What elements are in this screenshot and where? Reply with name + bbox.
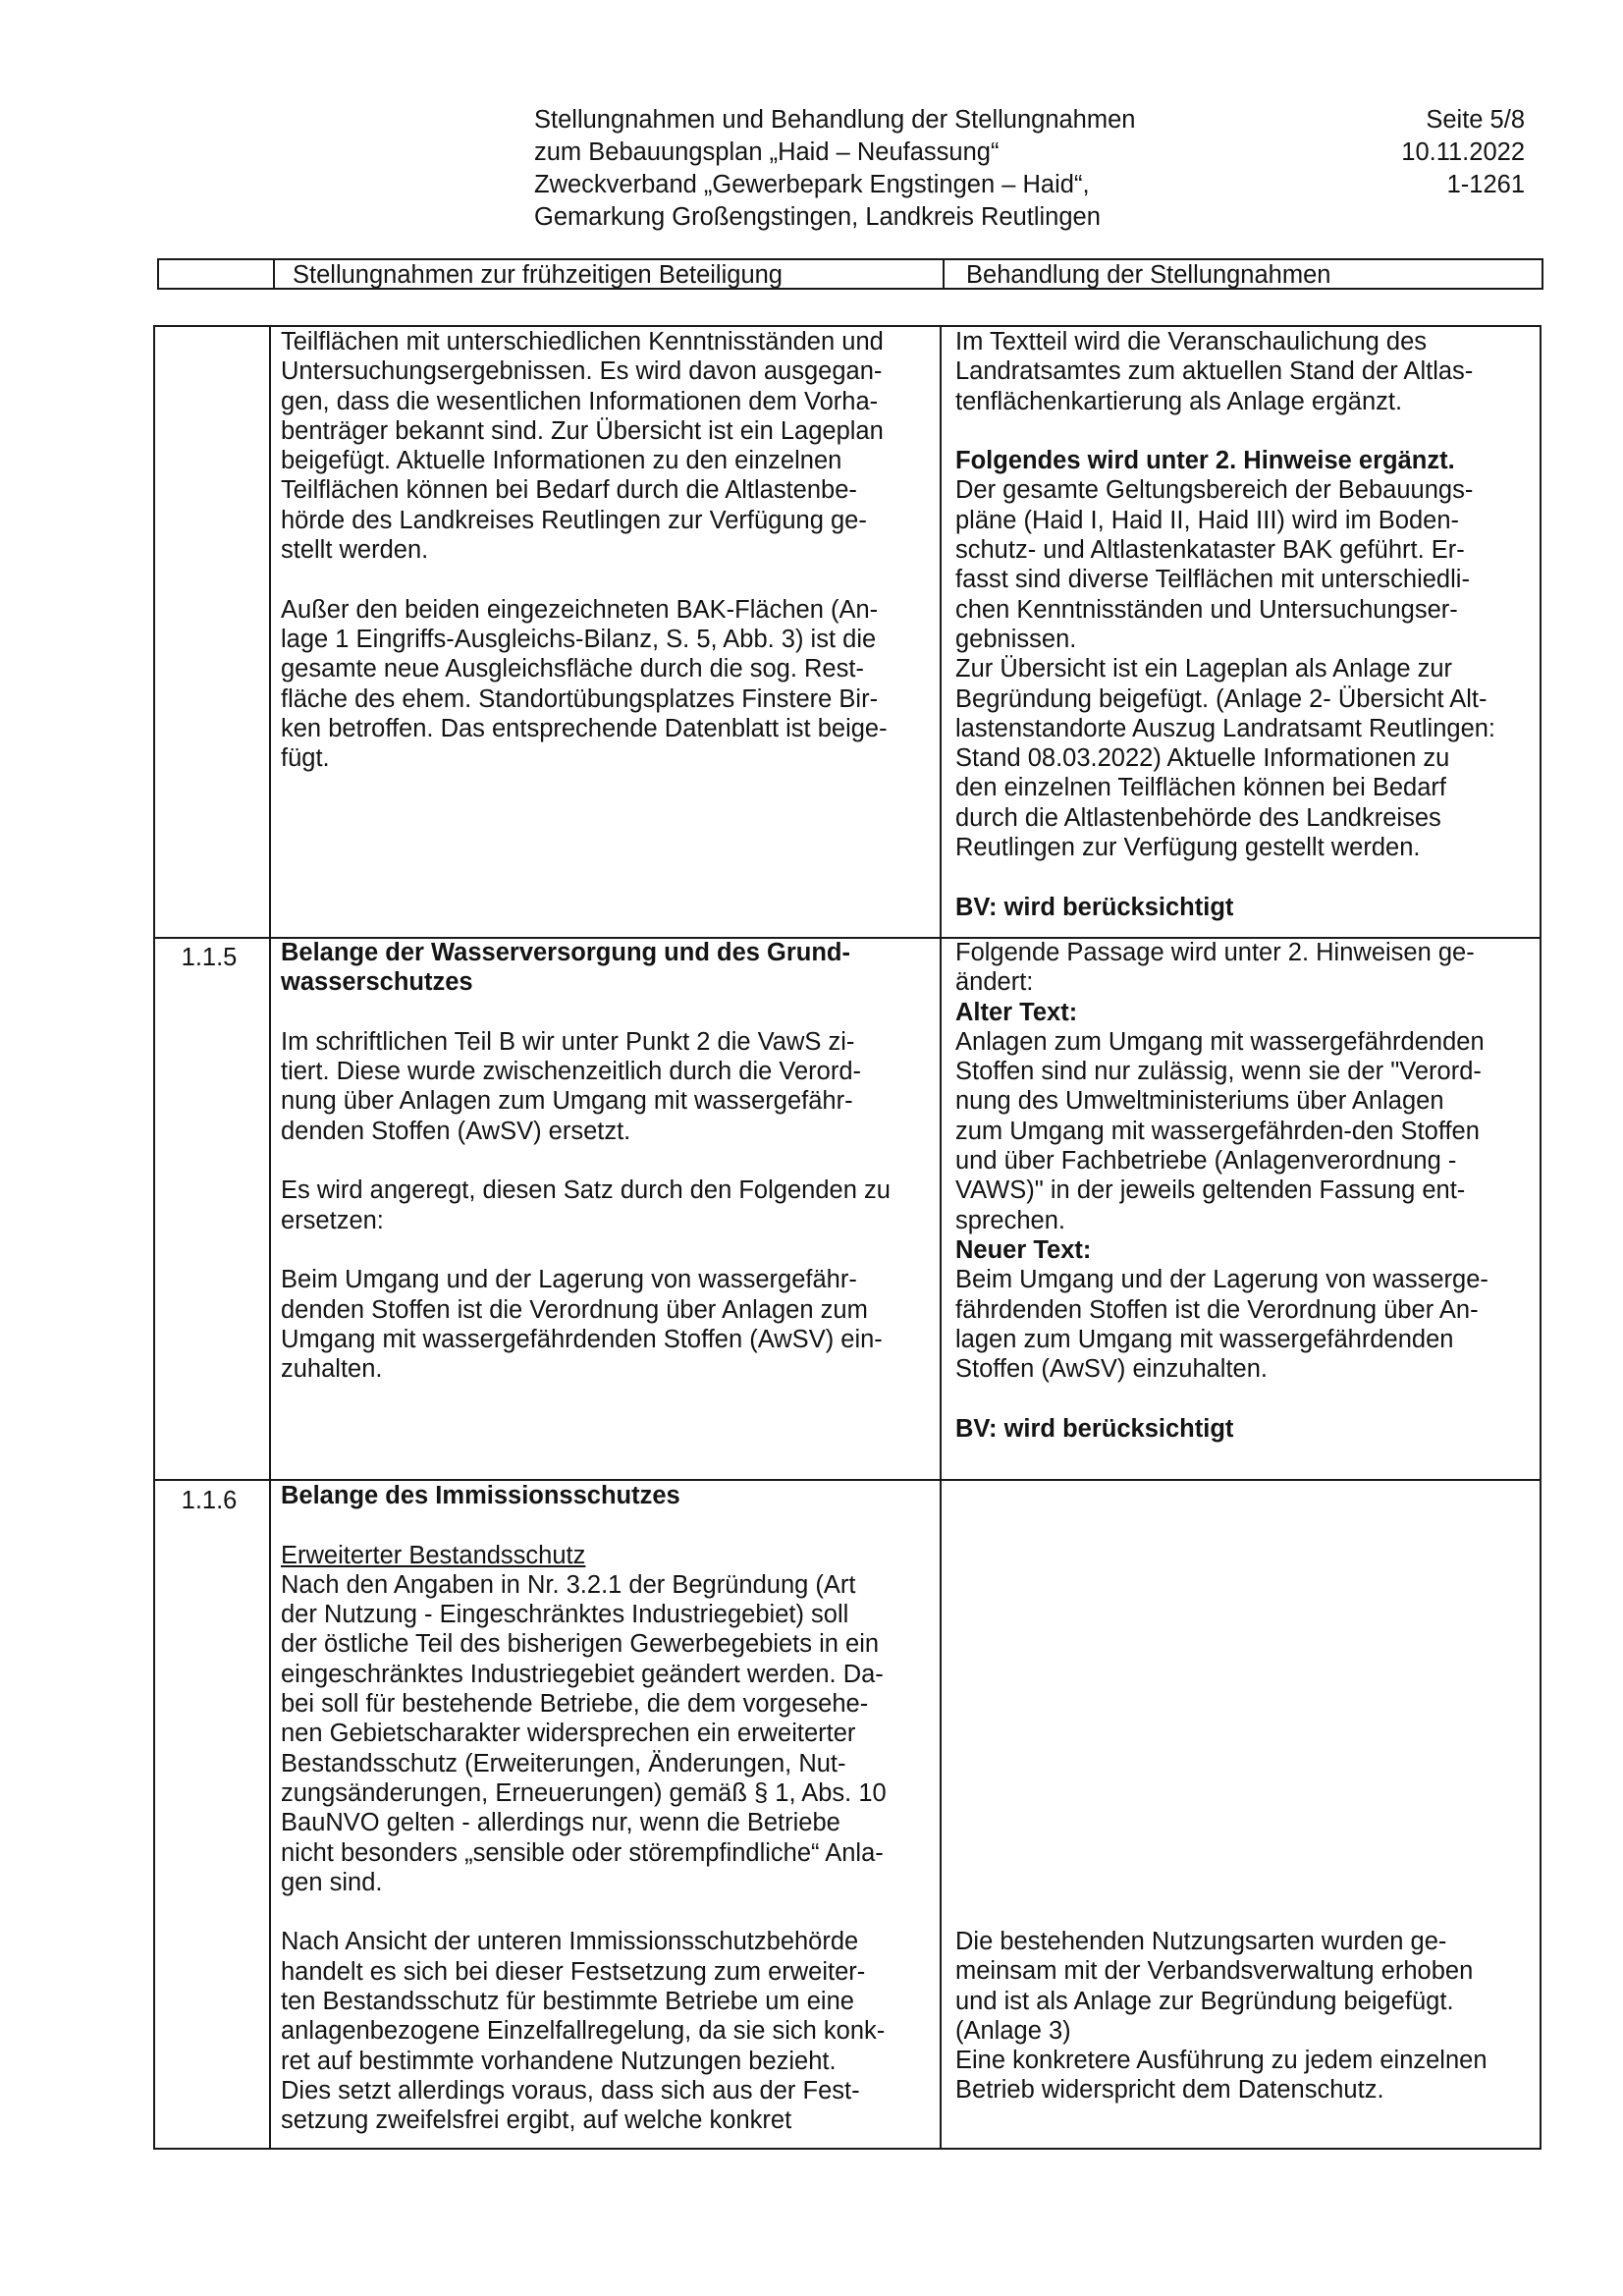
text-line: Bestandsschutz (Erweiterungen, Änderungen, Nut- bbox=[281, 1749, 846, 1777]
text-line: Landratsamtes zum aktuellen Stand der Altlas- bbox=[955, 357, 1474, 386]
text-line: Die bestehenden Nutzungsarten wurden ge- bbox=[955, 1928, 1447, 1955]
text-line: Dies setzt allerdings voraus, dass sich aus der Fest- bbox=[281, 2076, 860, 2105]
blank-line bbox=[955, 1384, 1535, 1413]
text-line: Stoffen sind nur zulässig, wenn sie der "Verord- bbox=[955, 1058, 1482, 1086]
column-divider bbox=[269, 327, 271, 2148]
underlined-heading: Erweiterter Bestandsschutz bbox=[281, 1541, 586, 1569]
blank-line bbox=[955, 862, 1535, 892]
text-line: setzung zweifelsfrei ergibt, auf welche konkret bbox=[281, 2106, 792, 2135]
text-line: Nach Ansicht der unteren Immissionsschutzbehörde bbox=[281, 1928, 859, 1956]
text-line: handelt es sich bei dieser Festsetzung zum erweiter- bbox=[281, 1957, 866, 1986]
row-number: 1.1.6 bbox=[181, 1487, 238, 1514]
text-line: ersetzen: bbox=[281, 1206, 384, 1234]
text-line: fährdenden Stoffen ist die Verordnung über An- bbox=[955, 1295, 1479, 1324]
bold-text-line: BV: wird berücksichtigt bbox=[955, 893, 1234, 921]
row-116-behandlung bbox=[955, 1927, 1535, 2105]
bold-text-line: Neuer Text: bbox=[955, 1235, 1092, 1264]
text-line: Zur Übersicht ist ein Lageplan als Anlage zur bbox=[955, 655, 1453, 683]
document-meta bbox=[1276, 104, 1525, 201]
row-116-stellungnahme bbox=[281, 1481, 933, 2136]
row-1-stellungnahme bbox=[281, 327, 933, 773]
text-line: eingeschränktes Industriegebiet geändert werden. Da- bbox=[281, 1660, 884, 1688]
text-line: fügt. bbox=[281, 744, 330, 773]
title-line: Gemarkung Großengstingen, Landkreis Reutlingen bbox=[534, 203, 1101, 231]
text-line: Stand 08.03.2022) Aktuelle Informationen zu bbox=[955, 744, 1450, 773]
text-line: Umgang mit wassergefährdenden Stoffen (AwSV) ein- bbox=[281, 1325, 883, 1353]
text-line: zum Umgang mit wassergefährden-den Stoffen bbox=[955, 1117, 1480, 1145]
text-line: und über Fachbetriebe (Anlagenverordnung - bbox=[955, 1147, 1457, 1175]
text-line: chen Kenntnisständen und Untersuchungser- bbox=[955, 595, 1458, 624]
bold-text-line: Folgendes wird unter 2. Hinweise ergänzt. bbox=[955, 447, 1455, 475]
text-line: meinsam mit der Verbandsverwaltung erhoben bbox=[955, 1957, 1474, 1986]
text-line: lagen zum Umgang mit wassergefährdenden bbox=[955, 1325, 1454, 1353]
text-line: Teilflächen können bei Bedarf durch die Altlastenbe- bbox=[281, 476, 857, 505]
text-line: Eine konkretere Ausführung zu jedem einzelnen bbox=[955, 2047, 1488, 2075]
text-line: Reutlingen zur Verfügung gestellt werden. bbox=[955, 834, 1421, 862]
text-line: gesamte neue Ausgleichsfläche durch die sog. Rest- bbox=[281, 655, 864, 683]
text-line: Außer den beiden eingezeichneten BAK-Flächen (An- bbox=[281, 595, 879, 624]
text-line: hörde des Landkreises Reutlingen zur Verfügung ge- bbox=[281, 506, 867, 534]
text-line: VAWS)" in der jeweils geltenden Fassung ent- bbox=[955, 1176, 1466, 1205]
text-line: durch die Altlastenbehörde des Landkreises bbox=[955, 803, 1441, 832]
text-line: denden Stoffen (AwSV) ersetzt. bbox=[281, 1117, 631, 1145]
text-line: ret auf bestimmte vorhandene Nutzungen bezieht. bbox=[281, 2047, 837, 2075]
text-line: lastenstandorte Auszug Landratsamt Reutlingen: bbox=[955, 714, 1496, 742]
blank-line bbox=[281, 565, 933, 594]
text-line: Nach den Angaben in Nr. 3.2.1 der Begründung (Art bbox=[281, 1570, 856, 1599]
title-line: Stellungnahmen und Behandlung der Stellungnahmen bbox=[534, 106, 1136, 134]
text-line: (Anlage 3) bbox=[955, 2016, 1071, 2045]
text-line: Folgende Passage wird unter 2. Hinweisen ge- bbox=[955, 939, 1475, 966]
text-line: zuhalten. bbox=[281, 1355, 383, 1384]
bold-text-line: BV: wird berücksichtigt bbox=[955, 1414, 1234, 1443]
row-1-behandlung bbox=[955, 327, 1535, 922]
blank-line bbox=[281, 998, 933, 1027]
text-line: Der gesamte Geltungsbereich der Bebauungs- bbox=[955, 476, 1474, 505]
text-line: gebnissen. bbox=[955, 625, 1077, 653]
text-line: der östliche Teil des bisherigen Gewerbegebiets in ein bbox=[281, 1630, 880, 1659]
text-line: ken betroffen. Das entsprechende Datenblatt ist beige- bbox=[281, 714, 888, 742]
text-line: stellt werden. bbox=[281, 536, 429, 565]
column-divider bbox=[940, 327, 942, 2148]
bold-text-line: Belange des Immissionsschutzes bbox=[281, 1482, 680, 1509]
column-header-behandlung: Behandlung der Stellungnahmen bbox=[966, 261, 1331, 289]
text-line: nen Gebietscharakter widersprechen ein erweiterter bbox=[281, 1720, 856, 1748]
text-line: Betrieb widerspricht dem Datenschutz. bbox=[955, 2076, 1384, 2105]
column-divider bbox=[273, 260, 275, 288]
text-line: anlagenbezogene Einzelfallregelung, da sie sich konk- bbox=[281, 2017, 886, 2046]
text-line: fasst sind diverse Teilflächen mit unterschiedli- bbox=[955, 566, 1470, 594]
document-title bbox=[534, 104, 1320, 234]
text-line: sprechen. bbox=[955, 1206, 1065, 1234]
text-line: schutz- und Altlastenkataster BAK geführt. Er- bbox=[955, 536, 1465, 565]
blank-line bbox=[955, 416, 1535, 446]
row-number: 1.1.5 bbox=[181, 944, 238, 971]
column-divider bbox=[943, 260, 945, 288]
text-line: nung des Umweltministeriums über Anlagen bbox=[955, 1087, 1444, 1116]
text-line: nung über Anlagen zum Umgang mit wassergefähr- bbox=[281, 1087, 853, 1116]
text-line: Es wird angeregt, diesen Satz durch den Folgenden zu bbox=[281, 1176, 891, 1205]
text-line: bei soll für bestehende Betriebe, die dem vorgesehe- bbox=[281, 1690, 869, 1719]
text-line: Anlagen zum Umgang mit wassergefährdenden bbox=[955, 1027, 1485, 1056]
text-line: ändert: bbox=[955, 968, 1034, 997]
blank-line bbox=[281, 1235, 933, 1265]
text-line: gen sind. bbox=[281, 1868, 383, 1896]
text-line: tiert. Diese wurde zwischenzeitlich durch die Verord- bbox=[281, 1058, 862, 1086]
text-line: Beim Umgang und der Lagerung von wasserge- bbox=[955, 1266, 1488, 1294]
row-115-behandlung bbox=[955, 938, 1535, 1444]
text-line: beigefügt. Aktuelle Informationen zu den einzelnen bbox=[281, 447, 842, 475]
text-line: den einzelnen Teilflächen können bei Bedarf bbox=[955, 774, 1446, 802]
document-date: 10.11.2022 bbox=[1401, 138, 1525, 166]
text-line: gen, dass die wesentlichen Informationen dem Vorha- bbox=[281, 387, 879, 415]
text-line: Begründung beigefügt. (Anlage 2- Übersicht Alt- bbox=[955, 684, 1488, 713]
text-line: tenflächenkartierung als Anlage ergänzt. bbox=[955, 387, 1403, 415]
text-line: ten Bestandsschutz für bestimmte Betriebe um eine bbox=[281, 1988, 854, 2016]
bold-text-line: wasserschutzes bbox=[281, 968, 473, 997]
column-header-stellungnahmen: Stellungnahmen zur frühzeitigen Beteiligung bbox=[293, 261, 783, 289]
bold-text-line: Belange der Wasserversorgung und des Grund- bbox=[281, 939, 851, 966]
text-line: BauNVO gelten - allerdings nur, wenn die Betriebe bbox=[281, 1809, 840, 1837]
comments-table bbox=[153, 325, 1542, 2150]
text-line: denden Stoffen ist die Verordnung über Anlagen zum bbox=[281, 1295, 868, 1324]
text-line: der Nutzung - Eingeschränktes Industriegebiet) soll bbox=[281, 1601, 849, 1629]
text-line: zungsänderungen, Erneuerungen) gemäß § 1, Abs. 10 bbox=[281, 1778, 887, 1807]
text-line: lage 1 Eingriffs-Ausgleichs-Bilanz, S. 5, Abb. 3) ist die bbox=[281, 625, 877, 653]
bold-text-line: Alter Text: bbox=[955, 998, 1078, 1026]
blank-line bbox=[281, 1897, 933, 1927]
title-line: Zweckverband „Gewerbepark Engstingen – Haid“, bbox=[534, 171, 1090, 198]
blank-line bbox=[281, 1146, 933, 1175]
text-line: Im Textteil wird die Veranschaulichung des bbox=[955, 328, 1428, 355]
text-line: pläne (Haid I, Haid II, Haid III) wird im Boden- bbox=[955, 506, 1460, 534]
text-line: fläche des ehem. Standortübungsplatzes Finstere Bir- bbox=[281, 684, 879, 713]
document-id: 1-1261 bbox=[1446, 171, 1525, 198]
blank-line bbox=[281, 1510, 933, 1540]
text-line: benträger bekannt sind. Zur Übersicht ist ein Lageplan bbox=[281, 416, 884, 445]
row-115-stellungnahme bbox=[281, 938, 933, 1384]
text-line: und ist als Anlage zur Begründung beigefügt. bbox=[955, 1987, 1454, 2015]
text-line: Stoffen (AwSV) einzuhalten. bbox=[955, 1355, 1269, 1384]
title-line: zum Bebauungsplan „Haid – Neufassung“ bbox=[534, 138, 1000, 166]
page-number: Seite 5/8 bbox=[1426, 106, 1525, 134]
text-line: nicht besonders „sensible oder störempfindliche“ Anla- bbox=[281, 1838, 884, 1867]
text-line: Beim Umgang und der Lagerung von wassergefähr- bbox=[281, 1266, 857, 1294]
text-line: Untersuchungsergebnissen. Es wird davon ausgegan- bbox=[281, 357, 883, 386]
text-line: Im schriftlichen Teil B wir unter Punkt 2 die VawS zi- bbox=[281, 1027, 855, 1056]
text-line: Teilflächen mit unterschiedlichen Kenntnisständen und bbox=[281, 328, 884, 355]
column-header-bar bbox=[157, 258, 1543, 290]
